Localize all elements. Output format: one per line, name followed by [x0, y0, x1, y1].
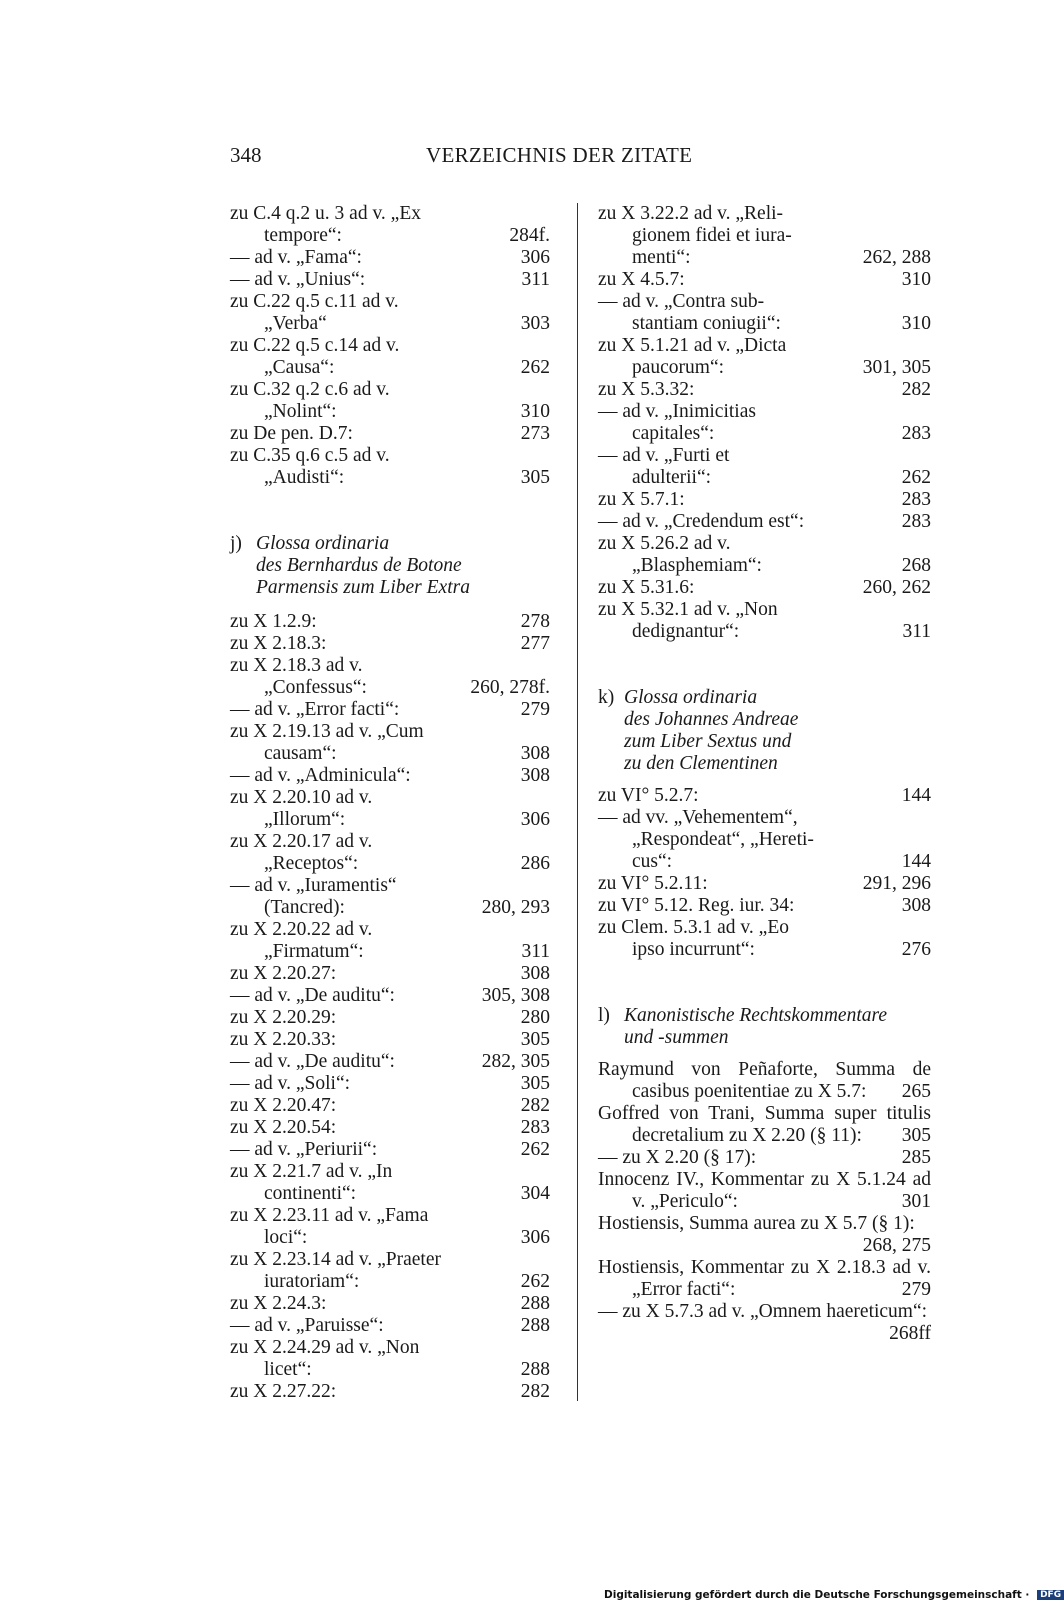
- entry-citation: — ad v. „Soli“:: [230, 1073, 351, 1094]
- index-entry: [230, 467, 550, 489]
- entry-pages: 310: [901, 269, 931, 290]
- section-heading-line: des Johannes Andreae: [624, 709, 799, 730]
- entry-citation: zu C.4 q.2 u. 3 ad v. „Ex: [230, 203, 421, 224]
- entry-citation: zu X 2.20.10 ad v.: [230, 787, 373, 808]
- column-divider: [577, 203, 578, 1401]
- index-entry: [230, 1293, 550, 1315]
- index-entry: [230, 809, 550, 831]
- entry-citation: — ad v. „Credendum est“:: [598, 511, 805, 532]
- index-entry: [230, 1337, 550, 1359]
- index-entry: [598, 829, 931, 851]
- commentary-entries: [598, 1059, 931, 1345]
- left-block-1: [230, 203, 550, 489]
- index-entry: [598, 423, 931, 445]
- left-block-2: [230, 611, 550, 1403]
- entry-citation: zu X 2.20.29:: [230, 1007, 337, 1028]
- entry-citation: zu VI° 5.12. Reg. iur. 34:: [598, 895, 795, 916]
- entry-citation: zu X 2.24.29 ad v. „Non: [230, 1337, 420, 1358]
- entry-citation: zu VI° 5.2.7:: [598, 785, 699, 806]
- page-header: [230, 143, 740, 173]
- index-entry: [598, 203, 931, 225]
- entry-citation: iuratoriam“:: [264, 1271, 360, 1292]
- index-entry: [598, 939, 931, 961]
- index-entry: [230, 787, 550, 809]
- entry-citation: zu X 2.20.54:: [230, 1117, 337, 1138]
- index-entry: [230, 379, 550, 401]
- commentary-entry: [598, 1059, 931, 1103]
- index-entry: [598, 313, 931, 335]
- entry-citation: „Receptos“:: [264, 853, 359, 874]
- entry-citation: „Audisti“:: [264, 467, 345, 488]
- entry-citation: Raymund von Peñaforte, Summa de casibus poenitentiae zu X 5.7:: [598, 1059, 931, 1102]
- section-j-heading: [230, 533, 550, 599]
- index-entry: [598, 533, 931, 555]
- entry-pages: 283: [901, 511, 931, 532]
- entry-citation: zu X 4.5.7:: [598, 269, 685, 290]
- commentary-entry: [598, 1169, 931, 1213]
- index-entry: [598, 851, 931, 873]
- index-entry: [230, 313, 550, 335]
- index-entry: [598, 895, 931, 917]
- entry-pages: 308: [901, 895, 931, 916]
- index-entry: [598, 599, 931, 621]
- index-entry: [598, 467, 931, 489]
- index-entry: [598, 873, 931, 895]
- section-label: j): [230, 533, 242, 554]
- entry-citation: stantiam coniugii“:: [632, 313, 781, 334]
- dfg-logo: DFG: [1037, 1590, 1064, 1600]
- entry-citation: causam“:: [264, 743, 337, 764]
- index-entry: [230, 721, 550, 743]
- entry-pages: 260, 278f.: [470, 677, 550, 698]
- index-entry: [598, 401, 931, 423]
- index-entry: [230, 291, 550, 313]
- entry-citation: „Blasphemiam“:: [632, 555, 762, 576]
- entry-citation: zu X 2.20.33:: [230, 1029, 337, 1050]
- index-entry: [230, 743, 550, 765]
- entry-citation: zu X 5.32.1 ad v. „Non: [598, 599, 778, 620]
- section-heading-line: des Bernhardus de Botone: [256, 555, 462, 576]
- entry-citation: continenti“:: [264, 1183, 357, 1204]
- entry-citation: — ad v. „De auditu“:: [230, 985, 395, 1006]
- index-entry: [230, 1029, 550, 1051]
- left-column: [230, 203, 550, 1403]
- index-entry: [230, 765, 550, 787]
- entry-citation: zu X 2.18.3 ad v.: [230, 655, 363, 676]
- entry-citation: — ad v. „Furti et: [598, 445, 730, 466]
- entry-pages: 305: [901, 1125, 931, 1146]
- entry-citation: adulterii“:: [632, 467, 712, 488]
- entry-pages: 301: [901, 1191, 931, 1212]
- index-entry: [230, 963, 550, 985]
- entry-pages: 278: [520, 611, 550, 632]
- index-entry: [230, 269, 550, 291]
- entry-pages: 306: [520, 1227, 550, 1248]
- index-entry: [230, 423, 550, 445]
- entry-citation: zu X 2.20.22 ad v.: [230, 919, 373, 940]
- entry-citation: (Tancred):: [264, 897, 345, 918]
- section-heading-line: Glossa ordinaria: [624, 687, 758, 708]
- index-entry: [230, 1139, 550, 1161]
- index-entry: [598, 269, 931, 291]
- entry-pages: 262: [520, 1271, 550, 1292]
- index-entry: [598, 807, 931, 829]
- index-entry: [230, 1073, 550, 1095]
- section-heading-line: Glossa ordinaria: [256, 533, 390, 554]
- entry-citation: cus“:: [632, 851, 673, 872]
- entry-citation: zu VI° 5.2.11:: [598, 873, 708, 894]
- entry-citation: — ad v. „De auditu“:: [230, 1051, 395, 1072]
- section-label: l): [598, 1005, 610, 1026]
- entry-citation: zu X 5.26.2 ad v.: [598, 533, 731, 554]
- entry-citation: zu X 2.19.13 ad v. „Cum: [230, 721, 424, 742]
- entry-citation: — ad v. „Contra sub-: [598, 291, 765, 312]
- index-entry: [598, 445, 931, 467]
- index-entry: [230, 897, 550, 919]
- index-entry: [230, 831, 550, 853]
- entry-citation: loci“:: [264, 1227, 308, 1248]
- entry-pages: 282: [520, 1095, 550, 1116]
- index-entry: [598, 335, 931, 357]
- index-entry: [598, 489, 931, 511]
- index-entry: [598, 379, 931, 401]
- entry-pages: 285: [901, 1147, 931, 1168]
- entry-citation: „Firmatum“:: [264, 941, 364, 962]
- entry-pages: 260, 262: [862, 577, 931, 598]
- entry-pages: 144: [901, 851, 931, 872]
- entry-citation: zu X 2.23.11 ad v. „Fama: [230, 1205, 429, 1226]
- entry-pages: 273: [520, 423, 550, 444]
- entry-citation: gionem fidei et iura-: [632, 225, 792, 246]
- running-title: VERZEICHNIS DER ZITATE: [426, 143, 693, 167]
- entry-pages: 310: [901, 313, 931, 334]
- commentary-entry: [598, 1301, 931, 1345]
- page-number: 348: [230, 143, 262, 167]
- index-entry: [230, 1315, 550, 1337]
- index-entry: [598, 225, 931, 247]
- entry-pages: 306: [520, 809, 550, 830]
- entry-pages: 306: [520, 247, 550, 268]
- entry-citation: — ad v. „Error facti“:: [230, 699, 400, 720]
- entry-citation: — ad v. „Iuramentis“: [230, 875, 397, 896]
- index-entry: [598, 291, 931, 313]
- entry-citation: — ad v. „Adminicula“:: [230, 765, 411, 786]
- entry-citation: zu C.35 q.6 c.5 ad v.: [230, 445, 390, 466]
- entry-citation: zu X 2.20.47:: [230, 1095, 337, 1116]
- entry-citation: zu Clem. 5.3.1 ad v. „Eo: [598, 917, 789, 938]
- index-entry: [230, 875, 550, 897]
- commentary-entry: [598, 1147, 931, 1169]
- index-entry: [230, 1227, 550, 1249]
- index-entry: [230, 445, 550, 467]
- index-entry: [598, 511, 931, 533]
- index-entry: [230, 203, 550, 225]
- entry-citation: „Causa“:: [264, 357, 335, 378]
- entry-citation: — zu X 5.7.3 ad v. „Omnem haereticum“:: [598, 1301, 928, 1322]
- entry-citation: zu X 5.7.1:: [598, 489, 685, 510]
- commentary-entry: [598, 1213, 931, 1257]
- index-entry: [230, 1271, 550, 1293]
- index-entry: [230, 401, 550, 423]
- section-heading-line: zum Liber Sextus und: [624, 731, 792, 752]
- commentary-entry: [598, 1103, 931, 1147]
- entry-citation: zu X 5.1.21 ad v. „Dicta: [598, 335, 787, 356]
- entry-citation: — ad v. „Paruisse“:: [230, 1315, 384, 1336]
- entry-citation: capitales“:: [632, 423, 715, 444]
- entry-pages: 304: [520, 1183, 550, 1204]
- entry-pages: 283: [901, 489, 931, 510]
- entry-pages: 268, 275: [862, 1235, 931, 1256]
- entry-pages: 308: [520, 765, 550, 786]
- index-entry: [230, 247, 550, 269]
- entry-citation: zu C.32 q.2 c.6 ad v.: [230, 379, 390, 400]
- entry-pages: 268: [901, 555, 931, 576]
- entry-citation: zu X 2.20.27:: [230, 963, 337, 984]
- entry-citation: dedignantur“:: [632, 621, 740, 642]
- entry-pages: 305: [520, 1029, 550, 1050]
- index-entry: [230, 1095, 550, 1117]
- entry-citation: licet“:: [264, 1359, 312, 1380]
- section-label: k): [598, 687, 615, 708]
- entry-citation: zu X 2.20.17 ad v.: [230, 831, 373, 852]
- section-heading-line: Kanonistische Rechtskommentare: [624, 1005, 888, 1026]
- section-k-heading: [598, 687, 931, 775]
- index-entry: [230, 1183, 550, 1205]
- entry-pages: 303: [520, 313, 550, 334]
- index-entry: [230, 1249, 550, 1271]
- entry-citation: „Nolint“:: [264, 401, 337, 422]
- index-entry: [230, 611, 550, 633]
- entry-pages: 265: [901, 1081, 931, 1102]
- entry-citation: zu X 3.22.2 ad v. „Reli-: [598, 203, 784, 224]
- entry-citation: „Illorum“:: [264, 809, 346, 830]
- entry-pages: 262, 288: [862, 247, 931, 268]
- entry-citation: Innocenz IV., Kommentar zu X 5.1.24 ad v. „Periculo“:: [598, 1169, 931, 1212]
- index-entry: [230, 655, 550, 677]
- entry-pages: 282, 305: [481, 1051, 550, 1072]
- entry-citation: zu X 5.3.32:: [598, 379, 695, 400]
- entry-citation: „Verba“: [264, 313, 327, 334]
- entry-citation: — ad v. „Inimicitias: [598, 401, 756, 422]
- index-entry: [230, 1161, 550, 1183]
- entry-pages: 301, 305: [862, 357, 931, 378]
- index-entry: [230, 1007, 550, 1029]
- entry-citation: — ad v. „Periurii“:: [230, 1139, 378, 1160]
- entry-pages: 276: [901, 939, 931, 960]
- entry-citation: — ad vv. „Vehementem“,: [598, 807, 798, 828]
- index-entry: [230, 225, 550, 247]
- index-entry: [230, 1359, 550, 1381]
- entry-citation: zu X 2.24.3:: [230, 1293, 327, 1314]
- section-heading-line: Parmensis zum Liber Extra: [256, 577, 470, 598]
- entry-citation: Hostiensis, Kommentar zu X 2.18.3 ad v. „Error facti“:: [598, 1257, 931, 1300]
- entry-pages: 283: [901, 423, 931, 444]
- entry-pages: 308: [520, 743, 550, 764]
- index-entry: [598, 357, 931, 379]
- entry-citation: menti“:: [632, 247, 691, 268]
- entry-pages: 282: [901, 379, 931, 400]
- entry-pages: 288: [520, 1293, 550, 1314]
- entry-pages: 288: [520, 1315, 550, 1336]
- index-entry: [230, 1051, 550, 1073]
- entry-citation: zu X 2.21.7 ad v. „In: [230, 1161, 393, 1182]
- index-entry: [598, 577, 931, 599]
- right-column: [598, 203, 931, 1345]
- index-entry: [598, 917, 931, 939]
- index-entry: [230, 633, 550, 655]
- footer-text: Digitalisierung gefördert durch die Deutsche Forschungsgemeinschaft ·: [604, 1589, 1030, 1601]
- index-entry: [230, 335, 550, 357]
- commentary-entry: [598, 1257, 931, 1301]
- index-entry: [598, 247, 931, 269]
- index-entry: [230, 1205, 550, 1227]
- index-entry: [230, 985, 550, 1007]
- entry-citation: — zu X 2.20 (§ 17):: [598, 1147, 757, 1168]
- footer-credit: [604, 1589, 1062, 1607]
- entry-pages: 311: [902, 621, 931, 642]
- entry-citation: zu C.22 q.5 c.14 ad v.: [230, 335, 400, 356]
- entry-citation: zu C.22 q.5 c.11 ad v.: [230, 291, 399, 312]
- entry-pages: 311: [521, 269, 550, 290]
- entry-citation: zu X 2.18.3:: [230, 633, 327, 654]
- entry-pages: 305: [520, 467, 550, 488]
- entry-pages: 279: [901, 1279, 931, 1300]
- entry-pages: 311: [521, 941, 550, 962]
- entry-pages: 144: [901, 785, 931, 806]
- entry-pages: 310: [520, 401, 550, 422]
- entry-pages: 262: [520, 1139, 550, 1160]
- index-entry: [598, 785, 931, 807]
- entry-citation: paucorum“:: [632, 357, 725, 378]
- index-entry: [230, 357, 550, 379]
- entry-pages: 262: [901, 467, 931, 488]
- entry-citation: ipso incurrunt“:: [632, 939, 755, 960]
- entry-pages: 283: [520, 1117, 550, 1138]
- index-entry: [230, 919, 550, 941]
- index-entry: [230, 941, 550, 963]
- index-entry: [598, 621, 931, 643]
- entry-citation: zu X 2.27.22:: [230, 1381, 337, 1402]
- entry-citation: zu De pen. D.7:: [230, 423, 353, 444]
- entry-pages: 305, 308: [481, 985, 550, 1006]
- index-entry: [230, 853, 550, 875]
- entry-pages: 282: [520, 1381, 550, 1402]
- index-entry: [598, 555, 931, 577]
- entry-citation: „Respondeat“, „Hereti-: [632, 829, 814, 850]
- entry-citation: zu X 1.2.9:: [230, 611, 317, 632]
- index-entry: [230, 677, 550, 699]
- entry-pages: 279: [520, 699, 550, 720]
- entry-pages: 308: [520, 963, 550, 984]
- index-entry: [230, 1381, 550, 1403]
- entry-pages: 291, 296: [862, 873, 931, 894]
- entry-citation: — ad v. „Unius“:: [230, 269, 366, 290]
- entry-citation: tempore“:: [264, 225, 342, 246]
- entry-pages: 288: [520, 1359, 550, 1380]
- entry-pages: 262: [520, 357, 550, 378]
- entry-pages: 280, 293: [481, 897, 550, 918]
- entry-citation: Hostiensis, Summa aurea zu X 5.7 (§ 1):: [598, 1213, 915, 1234]
- entry-pages: 280: [520, 1007, 550, 1028]
- entry-citation: zu X 5.31.6:: [598, 577, 695, 598]
- entry-citation: — ad v. „Fama“:: [230, 247, 362, 268]
- entry-pages: 305: [520, 1073, 550, 1094]
- entry-pages: 277: [520, 633, 550, 654]
- index-entry: [230, 699, 550, 721]
- section-l-heading: [598, 1005, 931, 1049]
- entry-citation: Goffred von Trani, Summa super titulis decretalium zu X 2.20 (§ 11):: [598, 1103, 931, 1146]
- section-heading-line: zu den Clementinen: [624, 753, 778, 774]
- section-heading-line: und -summen: [624, 1027, 729, 1048]
- right-block-1: [598, 203, 931, 643]
- right-block-2: [598, 785, 931, 961]
- index-entry: [230, 1117, 550, 1139]
- entry-pages: 268ff: [889, 1323, 931, 1344]
- entry-pages: 286: [520, 853, 550, 874]
- entry-pages: 284f.: [509, 225, 550, 246]
- entry-citation: zu X 2.23.14 ad v. „Praeter: [230, 1249, 441, 1270]
- entry-citation: „Confessus“:: [264, 677, 367, 698]
